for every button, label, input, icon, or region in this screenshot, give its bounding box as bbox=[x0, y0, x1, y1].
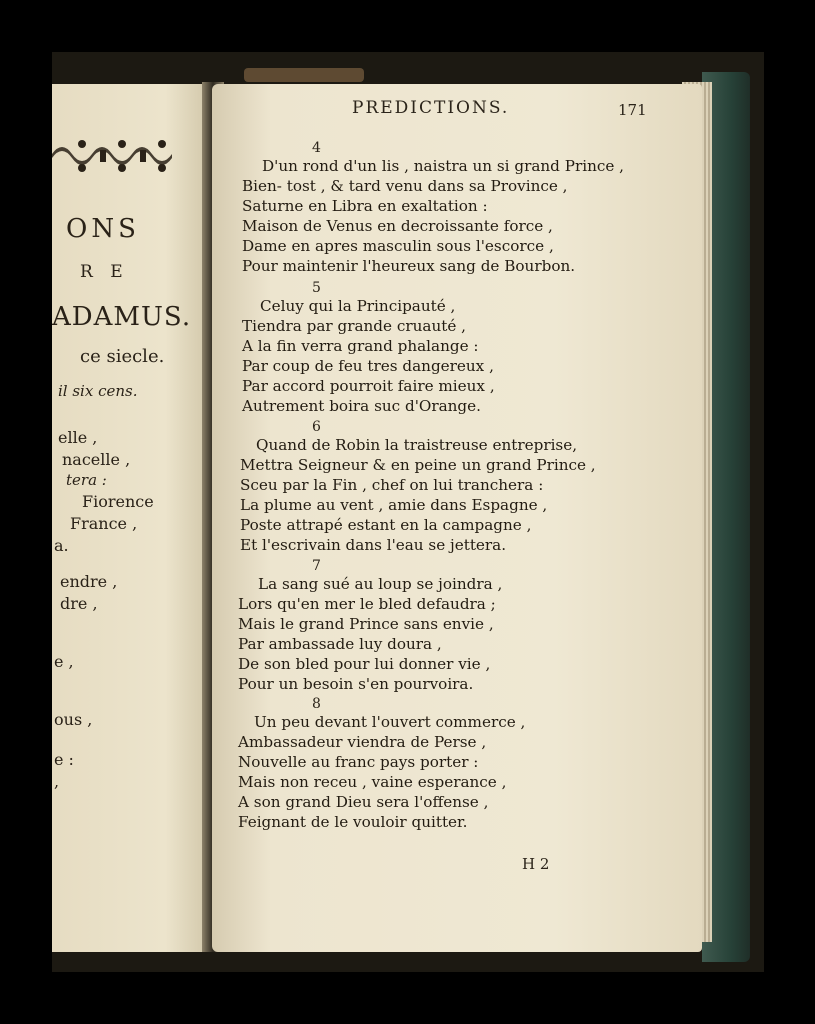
verse-line: La sang sué au loup se joindra , bbox=[258, 575, 503, 593]
left-fragment: nacelle , bbox=[62, 450, 131, 469]
verse-line: Saturne en Libra en exaltation : bbox=[242, 197, 488, 215]
verse-line: Mais non receu , vaine esperance , bbox=[238, 773, 507, 791]
book-photograph bbox=[52, 52, 764, 972]
left-fragment: , bbox=[54, 772, 60, 791]
verse-line: Par accord pourroit faire mieux , bbox=[242, 377, 495, 395]
verse-line: Autrement boira suc d'Orange. bbox=[242, 397, 481, 415]
left-fragment: a. bbox=[54, 536, 69, 555]
verse-line: Et l'escrivain dans l'eau se jettera. bbox=[240, 536, 507, 554]
running-head: PREDICTIONS. bbox=[352, 98, 510, 118]
left-fragment: e : bbox=[54, 750, 74, 769]
left-author-fragment: ADAMUS. bbox=[52, 302, 192, 332]
verse-line: A son grand Dieu sera l'offense , bbox=[238, 793, 489, 811]
quatrain-number: 6 bbox=[312, 419, 321, 435]
left-fragment: endre , bbox=[60, 572, 118, 591]
verse-line: Ambassadeur viendra de Perse , bbox=[238, 733, 487, 751]
page-stain bbox=[244, 68, 364, 82]
left-title-fragment: ONS bbox=[66, 214, 140, 244]
left-fragment: elle , bbox=[58, 428, 98, 447]
verse-line: Nouvelle au franc pays porter : bbox=[238, 753, 479, 771]
quatrain-number: 4 bbox=[312, 140, 321, 156]
left-fragment: dre , bbox=[60, 594, 98, 613]
left-fragment: Fiorence bbox=[82, 492, 154, 511]
quatrain-number: 5 bbox=[312, 280, 321, 296]
verse-line: Dame en apres masculin sous l'escorce , bbox=[242, 237, 554, 255]
left-year-line: il six cens. bbox=[58, 382, 138, 400]
left-page bbox=[52, 84, 214, 952]
verse-line: Par coup de feu tres dangereux , bbox=[242, 357, 494, 375]
verse-line: Celuy qui la Principauté , bbox=[260, 297, 456, 315]
quatrain-number: 8 bbox=[312, 696, 321, 712]
left-fragment: tera : bbox=[66, 471, 107, 489]
signature-mark: H 2 bbox=[522, 855, 550, 873]
verse-line: Sceu par la Fin , chef on lui tranchera : bbox=[240, 476, 544, 494]
verse-line: Feignant de le vouloir quitter. bbox=[238, 813, 468, 831]
verse-line: De son bled pour lui donner vie , bbox=[238, 655, 491, 673]
verse-line: Mettra Seigneur & en peine un grand Prince , bbox=[240, 456, 596, 474]
verse-line: Tiendra par grande cruauté , bbox=[242, 317, 466, 335]
verse-line: Poste attrapé estant en la campagne , bbox=[240, 516, 532, 534]
verse-line: A la fin verra grand phalange : bbox=[242, 337, 479, 355]
verse-line: Un peu devant l'ouvert commerce , bbox=[254, 713, 526, 731]
verse-line: Pour maintenir l'heureux sang de Bourbon. bbox=[242, 257, 576, 275]
left-line-re: R E bbox=[80, 262, 129, 282]
verse-line: Pour un besoin s'en pourvoira. bbox=[238, 675, 474, 693]
left-subtitle: ce siecle. bbox=[80, 346, 165, 367]
left-fragment: France , bbox=[70, 514, 138, 533]
verse-line: Lors qu'en mer le bled defaudra ; bbox=[238, 595, 496, 613]
verse-line: Quand de Robin la traistreuse entreprise, bbox=[256, 436, 578, 454]
quatrain-number: 7 bbox=[312, 558, 321, 574]
verse-line: La plume au vent , amie dans Espagne , bbox=[240, 496, 548, 514]
left-fragment: e , bbox=[54, 652, 74, 671]
page-number: 171 bbox=[618, 101, 647, 119]
left-fragment: ous , bbox=[54, 710, 93, 729]
verse-line: Bien- tost , & tard venu dans sa Province , bbox=[242, 177, 568, 195]
verse-line: D'un rond d'un lis , naistra un si grand Prince , bbox=[262, 157, 624, 175]
verse-line: Par ambassade luy doura , bbox=[238, 635, 442, 653]
verse-line: Maison de Venus en decroissante force , bbox=[242, 217, 553, 235]
verse-line: Mais le grand Prince sans envie , bbox=[238, 615, 494, 633]
